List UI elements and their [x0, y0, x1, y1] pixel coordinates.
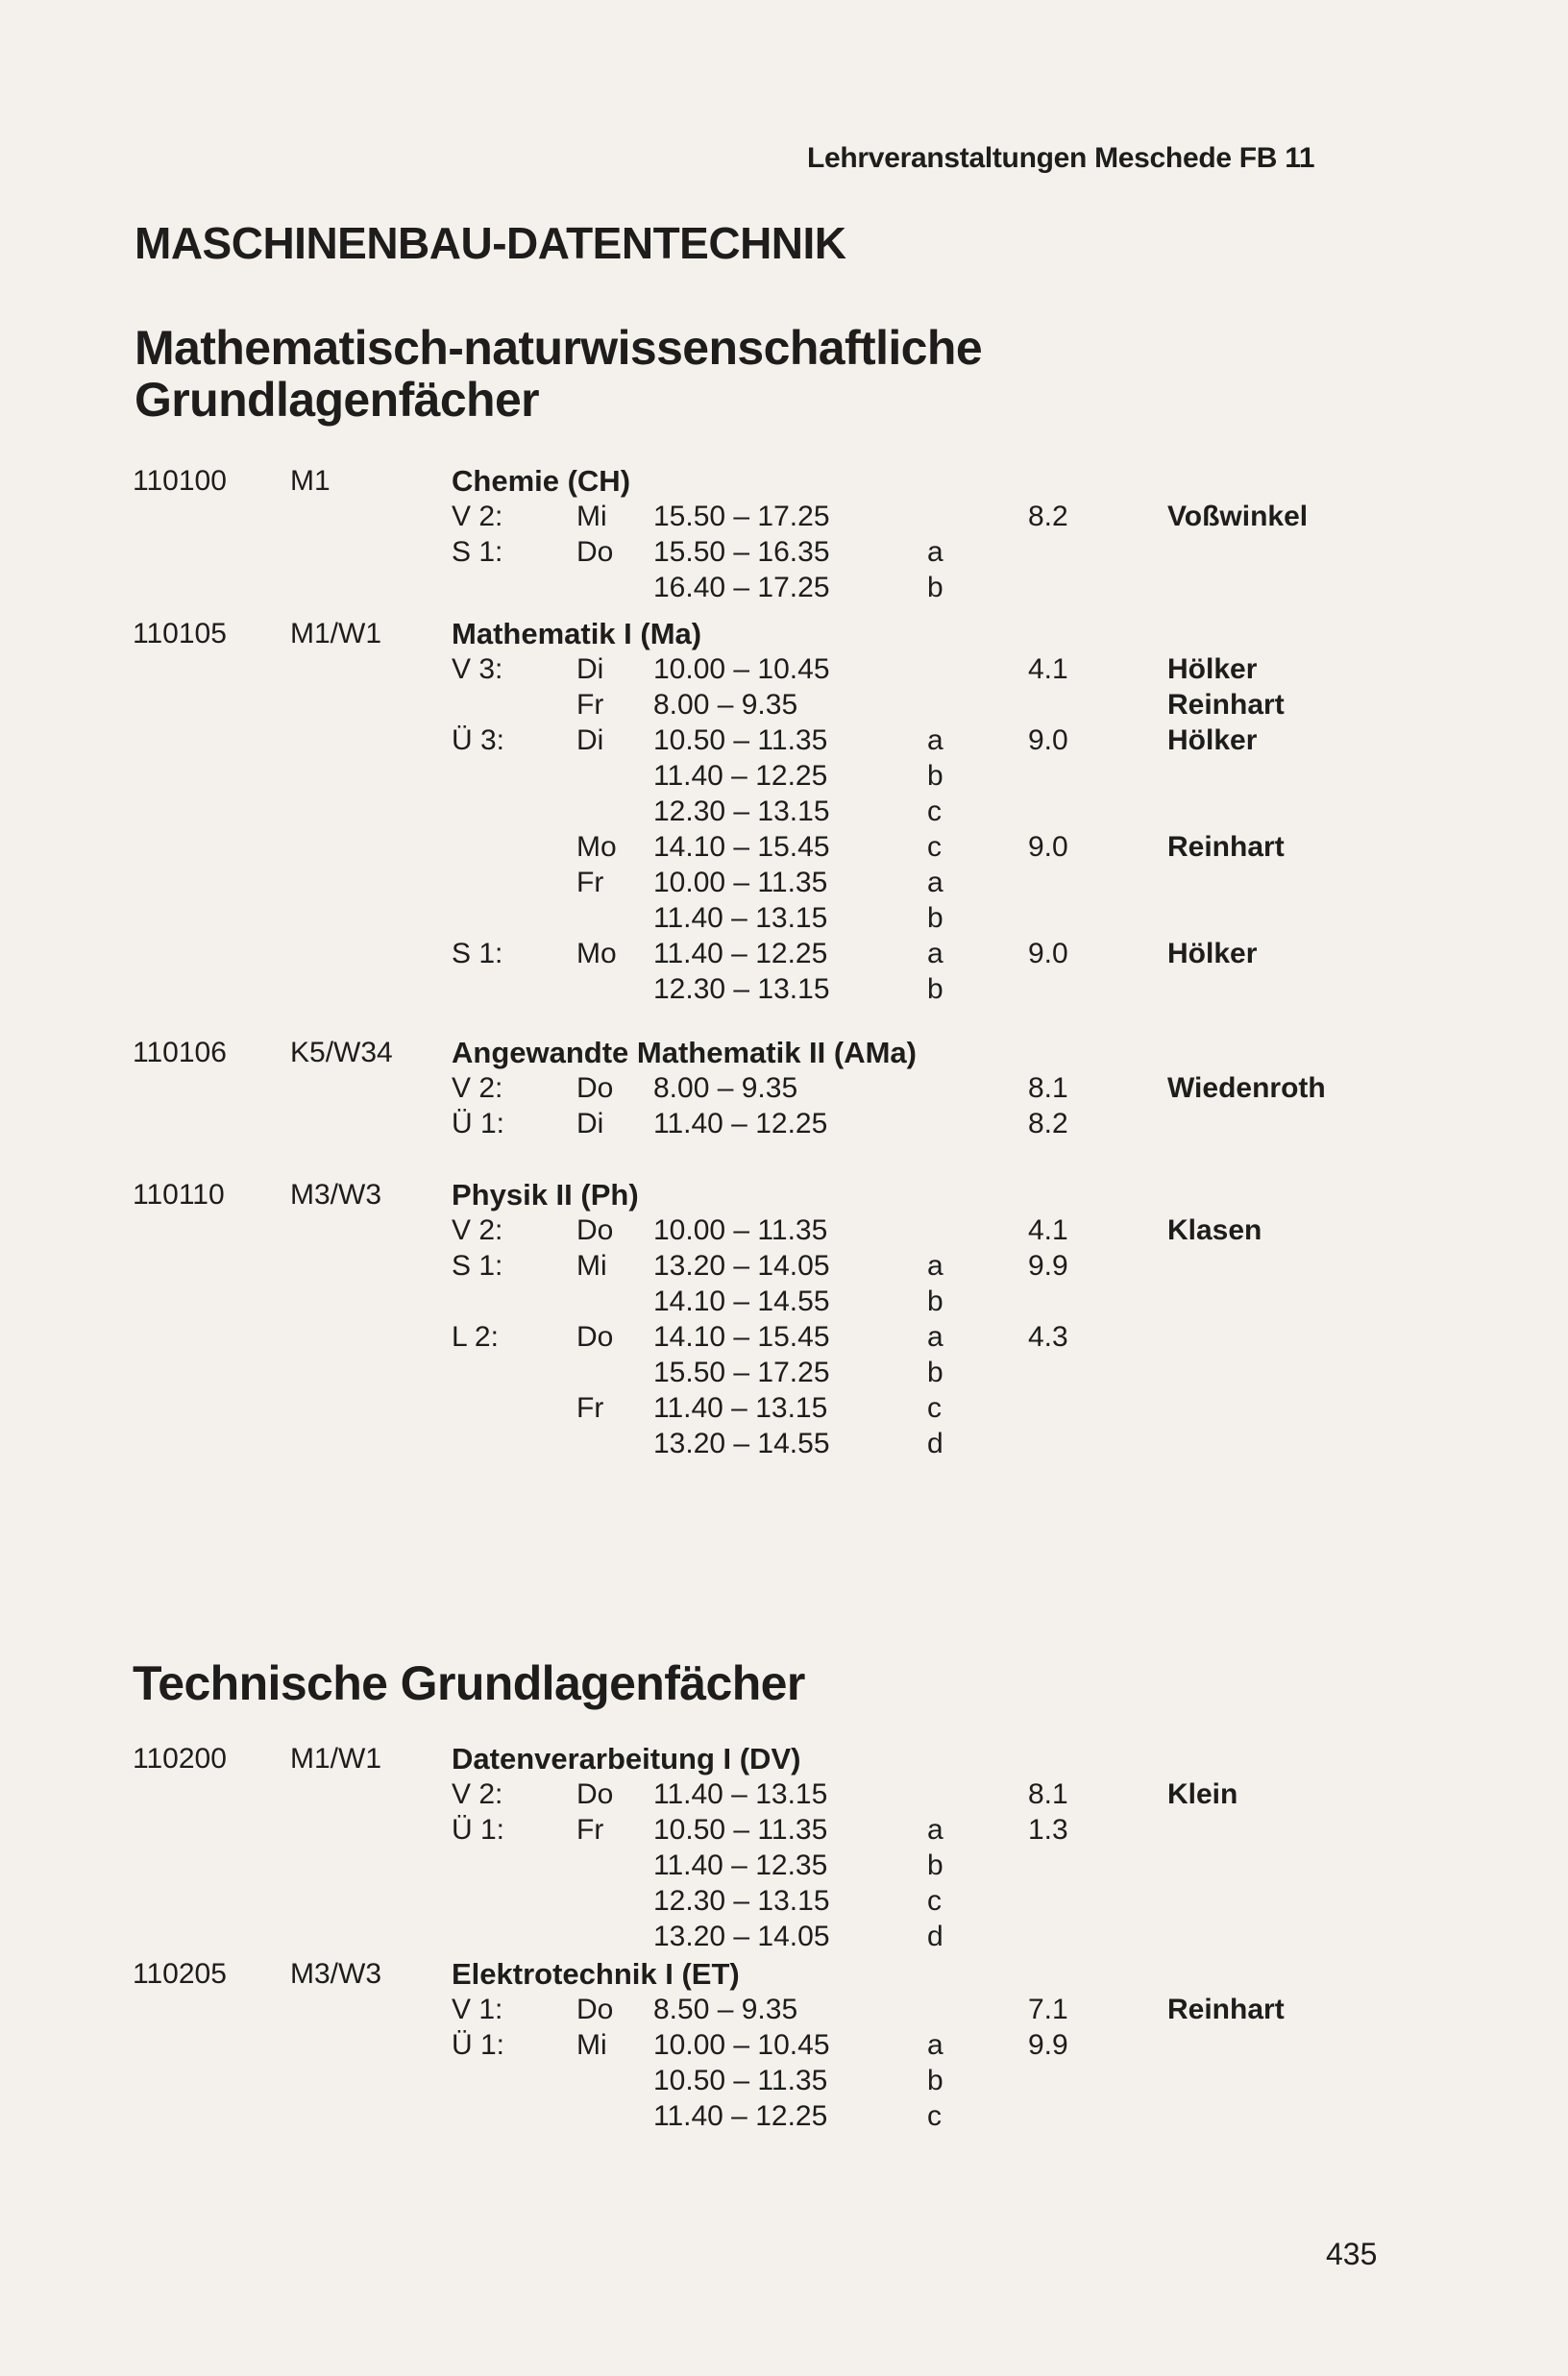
- course-number: 110105: [133, 618, 227, 649]
- time-range: 10.50 – 11.35: [653, 2065, 828, 2096]
- course-type: V 2:: [452, 1214, 503, 1246]
- lecturer-name: Klein: [1167, 1778, 1238, 1810]
- course-type: Ü 1:: [452, 2029, 505, 2061]
- schedule-row: [0, 1883, 1568, 1919]
- weekday: Mi: [576, 501, 607, 532]
- time-range: 11.40 – 12.35: [653, 1849, 828, 1881]
- course-type: Ü 3:: [452, 724, 505, 756]
- group-letter: b: [927, 973, 943, 1005]
- schedule-row: [0, 971, 1568, 1007]
- course-number: 110106: [133, 1037, 227, 1068]
- schedule-row: [0, 2098, 1568, 2134]
- weekday: Mi: [576, 2029, 607, 2061]
- weekday: Fr: [576, 1814, 604, 1846]
- schedule-row: [0, 2063, 1568, 2098]
- schedule-row: [0, 1248, 1568, 1284]
- schedule-row: [0, 1992, 1568, 2027]
- course-title: Datenverarbeitung I (DV): [452, 1742, 801, 1776]
- schedule-row: [0, 1426, 1568, 1461]
- section-title-line: Grundlagenfächer: [135, 373, 540, 427]
- lecturer-name: Hölker: [1167, 724, 1258, 756]
- schedule-row: [0, 723, 1568, 758]
- group-letter: c: [927, 2100, 942, 2132]
- time-range: 11.40 – 12.25: [653, 760, 828, 792]
- course-title: Mathematik I (Ma): [452, 617, 702, 650]
- group-letter: c: [927, 1885, 942, 1917]
- course-type: V 2:: [452, 1072, 503, 1104]
- course-number: 110110: [133, 1179, 225, 1211]
- weekday: Do: [576, 1214, 614, 1246]
- schedule-row: [0, 499, 1568, 534]
- weekday: Mi: [576, 1250, 607, 1282]
- course-code: M1/W1: [290, 1743, 382, 1775]
- room-number: 9.9: [1028, 2029, 1068, 2061]
- course-code: M1/W1: [290, 618, 382, 649]
- group-letter: a: [927, 867, 943, 898]
- lecturer-name: Wiedenroth: [1167, 1072, 1326, 1104]
- weekday: Do: [576, 1321, 614, 1353]
- group-letter: c: [927, 1392, 942, 1424]
- time-range: 11.40 – 12.25: [653, 1108, 828, 1139]
- weekday: Do: [576, 536, 614, 568]
- course-type: V 2:: [452, 1778, 503, 1810]
- course-title: Elektrotechnik I (ET): [452, 1957, 740, 1991]
- time-range: 14.10 – 15.45: [653, 1321, 830, 1353]
- course-number: 110100: [133, 465, 227, 497]
- section-title-science: [135, 322, 982, 426]
- time-range: 11.40 – 13.15: [653, 1392, 828, 1424]
- course-type: S 1:: [452, 1250, 503, 1282]
- schedule-row: [0, 1390, 1568, 1426]
- time-range: 16.40 – 17.25: [653, 572, 830, 603]
- time-range: 13.20 – 14.05: [653, 1250, 830, 1282]
- room-number: 8.2: [1028, 1108, 1068, 1139]
- course-code: K5/W34: [290, 1037, 393, 1068]
- room-number: 1.3: [1028, 1814, 1068, 1846]
- group-letter: a: [927, 938, 943, 969]
- room-number: 8.2: [1028, 501, 1068, 532]
- time-range: 8.00 – 9.35: [653, 1072, 798, 1104]
- course-number: 110205: [133, 1958, 227, 1990]
- page-number: 435: [1326, 2237, 1378, 2271]
- time-range: 12.30 – 13.15: [653, 1885, 830, 1917]
- schedule-row: [0, 1355, 1568, 1390]
- schedule-row: [0, 865, 1568, 900]
- course-type: S 1:: [452, 536, 503, 568]
- room-number: 4.1: [1028, 1214, 1068, 1246]
- schedule-row: [0, 1212, 1568, 1248]
- time-range: 15.50 – 16.35: [653, 536, 830, 568]
- weekday: Do: [576, 1072, 614, 1104]
- course-type: S 1:: [452, 938, 503, 969]
- time-range: 10.00 – 11.35: [653, 1214, 828, 1246]
- schedule-row: [0, 1070, 1568, 1106]
- time-range: 14.10 – 14.55: [653, 1286, 830, 1317]
- course-number: 110200: [133, 1743, 227, 1775]
- lecturer-name: Reinhart: [1167, 689, 1285, 721]
- lecturer-name: Reinhart: [1167, 831, 1285, 863]
- schedule-row: [0, 1284, 1568, 1319]
- schedule-row: [0, 829, 1568, 865]
- time-range: 15.50 – 17.25: [653, 1357, 830, 1388]
- lecturer-name: Hölker: [1167, 938, 1258, 969]
- lecturer-name: Reinhart: [1167, 1994, 1285, 2025]
- group-letter: a: [927, 1814, 943, 1846]
- schedule-row: [0, 900, 1568, 936]
- schedule-row: [0, 1812, 1568, 1848]
- time-range: 15.50 – 17.25: [653, 501, 830, 532]
- time-range: 12.30 – 13.15: [653, 796, 830, 827]
- lecturer-name: Klasen: [1167, 1214, 1262, 1246]
- weekday: Fr: [576, 867, 604, 898]
- schedule-row: [0, 570, 1568, 605]
- group-letter: a: [927, 1321, 943, 1353]
- weekday: Fr: [576, 1392, 604, 1424]
- lecturer-name: Hölker: [1167, 653, 1258, 685]
- group-letter: b: [927, 1286, 943, 1317]
- time-range: 8.50 – 9.35: [653, 1994, 798, 2025]
- time-range: 11.40 – 12.25: [653, 938, 828, 969]
- room-number: 8.1: [1028, 1072, 1068, 1104]
- room-number: 9.9: [1028, 1250, 1068, 1282]
- time-range: 11.40 – 12.25: [653, 2100, 828, 2132]
- time-range: 11.40 – 13.15: [653, 1778, 828, 1810]
- room-number: 9.0: [1028, 724, 1068, 756]
- schedule-row: [0, 651, 1568, 687]
- group-letter: a: [927, 2029, 943, 2061]
- time-range: 10.00 – 10.45: [653, 2029, 830, 2061]
- schedule-row: [0, 794, 1568, 829]
- time-range: 8.00 – 9.35: [653, 689, 798, 721]
- section-title-line: Mathematisch-naturwissenschaftliche: [135, 321, 983, 375]
- group-letter: c: [927, 831, 942, 863]
- room-number: 8.1: [1028, 1778, 1068, 1810]
- room-number: 9.0: [1028, 938, 1068, 969]
- schedule-row: [0, 534, 1568, 570]
- group-letter: d: [927, 1428, 943, 1459]
- weekday: Di: [576, 653, 604, 685]
- course-title: Angewandte Mathematik II (AMa): [452, 1036, 917, 1069]
- time-range: 14.10 – 15.45: [653, 831, 830, 863]
- time-range: 10.00 – 10.45: [653, 653, 830, 685]
- course-type: V 2:: [452, 501, 503, 532]
- course-code: M3/W3: [290, 1179, 382, 1211]
- time-range: 10.50 – 11.35: [653, 724, 828, 756]
- time-range: 12.30 – 13.15: [653, 973, 830, 1005]
- time-range: 11.40 – 13.15: [653, 902, 828, 934]
- room-number: 9.0: [1028, 831, 1068, 863]
- time-range: 13.20 – 14.55: [653, 1428, 830, 1459]
- weekday: Do: [576, 1778, 614, 1810]
- group-letter: a: [927, 1250, 943, 1282]
- room-number: 7.1: [1028, 1994, 1068, 2025]
- weekday: Mo: [576, 831, 617, 863]
- room-number: 4.1: [1028, 653, 1068, 685]
- weekday: Fr: [576, 689, 604, 721]
- lecturer-name: Voßwinkel: [1167, 501, 1309, 532]
- group-letter: b: [927, 902, 943, 934]
- group-letter: b: [927, 760, 943, 792]
- course-type: L 2:: [452, 1321, 499, 1353]
- schedule-row: [0, 758, 1568, 794]
- section-title-technical: [133, 1657, 805, 1709]
- section-title-line: Technische Grundlagenfächer: [133, 1656, 805, 1710]
- schedule-row: [0, 1106, 1568, 1141]
- course-type: Ü 1:: [452, 1108, 505, 1139]
- weekday: Di: [576, 1108, 604, 1139]
- group-letter: d: [927, 1921, 943, 1952]
- time-range: 13.20 – 14.05: [653, 1921, 830, 1952]
- weekday: Di: [576, 724, 604, 756]
- group-letter: b: [927, 1849, 943, 1881]
- group-letter: b: [927, 1357, 943, 1388]
- schedule-row: [0, 1919, 1568, 1954]
- course-type: V 3:: [452, 653, 503, 685]
- group-letter: a: [927, 724, 943, 756]
- schedule-row: [0, 1776, 1568, 1812]
- schedule-row: [0, 2027, 1568, 2063]
- schedule-row: [0, 1319, 1568, 1355]
- course-title: Physik II (Ph): [452, 1178, 639, 1212]
- group-letter: b: [927, 572, 943, 603]
- course-title: Chemie (CH): [452, 464, 631, 498]
- schedule-row: [0, 936, 1568, 971]
- weekday: Mo: [576, 938, 617, 969]
- time-range: 10.50 – 11.35: [653, 1814, 828, 1846]
- schedule-row: [0, 687, 1568, 723]
- course-code: M3/W3: [290, 1958, 382, 1990]
- schedule-row: [0, 1848, 1568, 1883]
- group-letter: c: [927, 796, 942, 827]
- course-type: Ü 1:: [452, 1814, 505, 1846]
- group-letter: a: [927, 536, 943, 568]
- weekday: Do: [576, 1994, 614, 2025]
- running-header: Lehrveranstaltungen Meschede FB 11: [807, 142, 1315, 174]
- course-type: V 1:: [452, 1994, 503, 2025]
- course-code: M1: [290, 465, 331, 497]
- department-title: MASCHINENBAU-DATENTECHNIK: [135, 218, 846, 268]
- room-number: 4.3: [1028, 1321, 1068, 1353]
- time-range: 10.00 – 11.35: [653, 867, 828, 898]
- group-letter: b: [927, 2065, 943, 2096]
